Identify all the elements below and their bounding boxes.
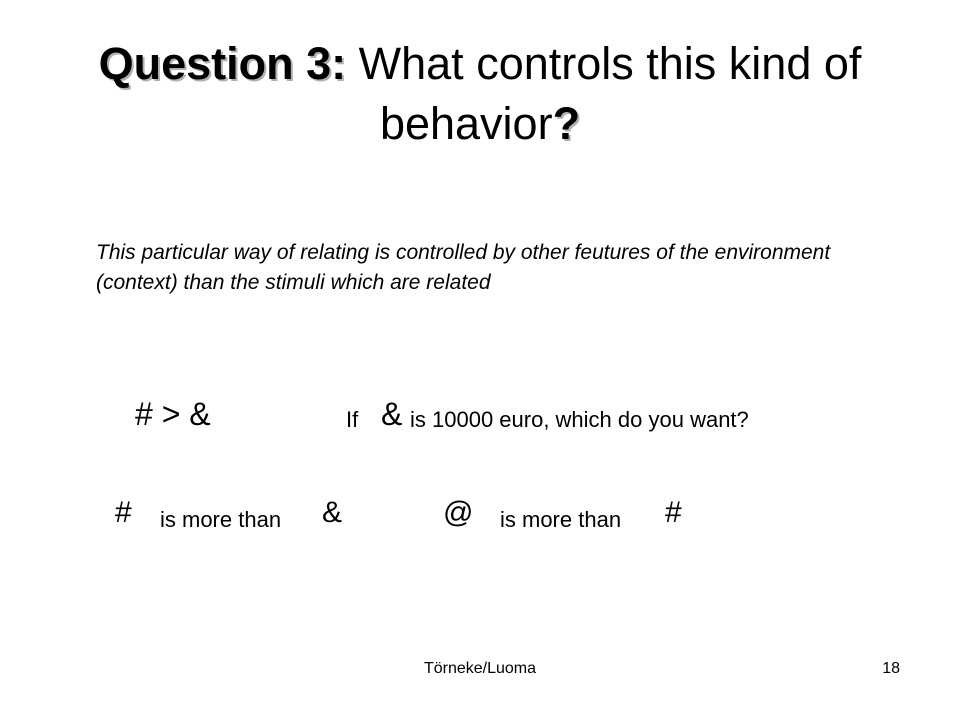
if-word: If <box>346 407 359 432</box>
question-text: is 10000 euro, which do you want? <box>410 407 749 432</box>
symbol-ampersand: & <box>381 396 403 432</box>
symbol-hash-b: # <box>665 496 682 529</box>
title-main: What controls this kind of behavior <box>346 38 862 149</box>
title-question-mark: ? <box>552 98 581 149</box>
footer-author: Törneke/Luoma <box>423 660 537 677</box>
relation-expression: # > & <box>135 396 211 432</box>
symbol-hash-a: # <box>115 496 132 529</box>
comparison-text-a: is more than <box>160 507 282 532</box>
symbol-ampersand-b: & <box>322 496 343 529</box>
symbol-at: @ <box>443 496 474 529</box>
title-lead: Question 3: <box>98 38 347 89</box>
slide-title <box>40 34 920 154</box>
body-text: This particular way of relating is controlled by other feutures of the environment (context) than the stimuli which are related <box>96 241 831 294</box>
page-number: 18 <box>882 660 900 677</box>
comparison-text-b: is more than <box>500 507 622 532</box>
